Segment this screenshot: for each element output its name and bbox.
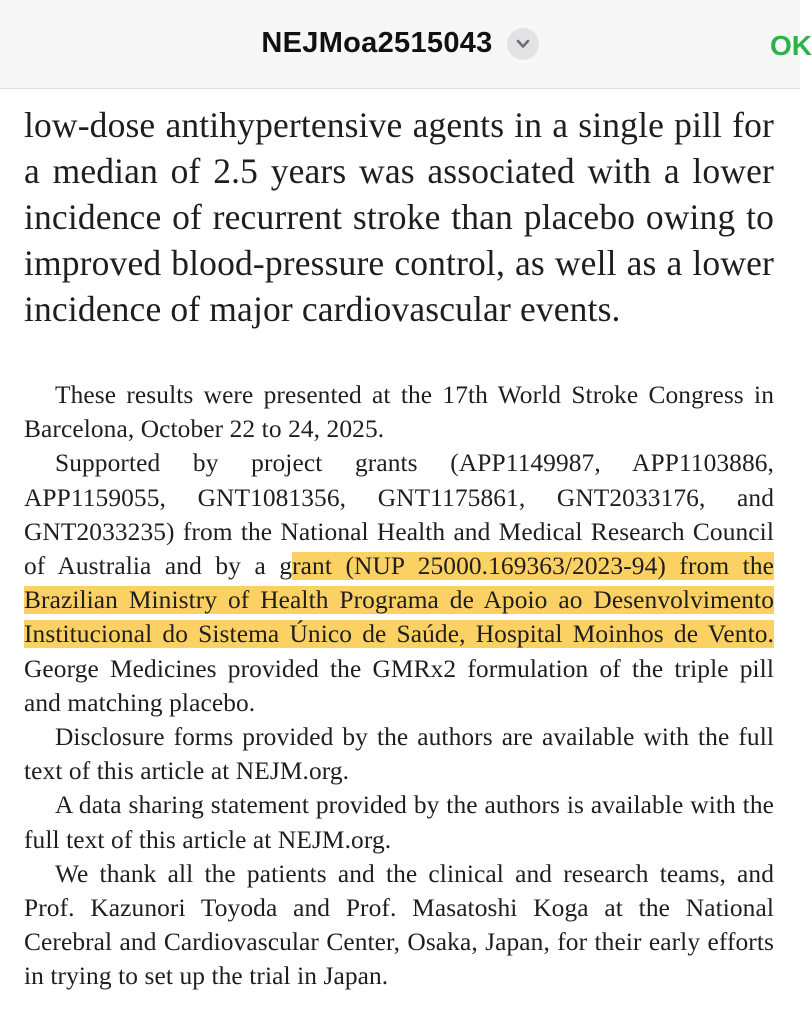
document-header-bar [0,0,812,89]
document-title-group[interactable] [0,27,800,60]
funding-text-start: Supported by project grants (APP1149987, APP1103886, APP1159055, GNT1081356, GNT1175861, GNT2033176, and GNT2033235) from the National Health and Medical Research Council of Australia and by a g [24,449,774,581]
funding-text-end: George Medicines provided the GMRx2 formulation of the triple pill and matching placebo. [24,654,774,717]
document-title[interactable]: NEJMoa2515043 [261,27,493,59]
funding-note [24,446,774,720]
article-notes [24,378,774,994]
chevron-down-icon [515,37,531,51]
ok-button[interactable]: OK [770,30,812,61]
presentation-note: These results were presented at the 17th World Stroke Congress in Barcelona, October 22 to 24, 2025. [24,381,774,444]
conclusion-paragraph: low-dose antihypertensive agents in a single pill for a median of 2.5 years was associated with a lower incidence of recurrent stroke than placebo owing to improved blood-pressure control, as well as a lower incidence of major cardiovascular events. [24,105,774,329]
disclosure-note: Disclosure forms provided by the authors are available with the full text of this article at NEJM.org. [24,723,774,786]
acknowledgment-note: We thank all the patients and the clinical and research teams, and Prof. Kazunori Toyoda and Prof. Masatoshi Koga at the National Cerebral and Cardiovascular Center, Osaka, Japan, for their early efforts in trying to set up the trial in Japan. [24,859,774,991]
data-sharing-note: A data sharing statement provided by the authors is available with the full text of this article at NEJM.org. [24,791,774,854]
document-menu-button[interactable] [507,28,539,60]
highlighted-grant-text[interactable]: rant (NUP 25000.169363/2023-94) from the Brazilian Ministry of Health Programa de Apoio ao Desenvolvimento Institucional do Sistema Único de Saúde, Hospital Moinhos de Vento. [24,552,774,649]
